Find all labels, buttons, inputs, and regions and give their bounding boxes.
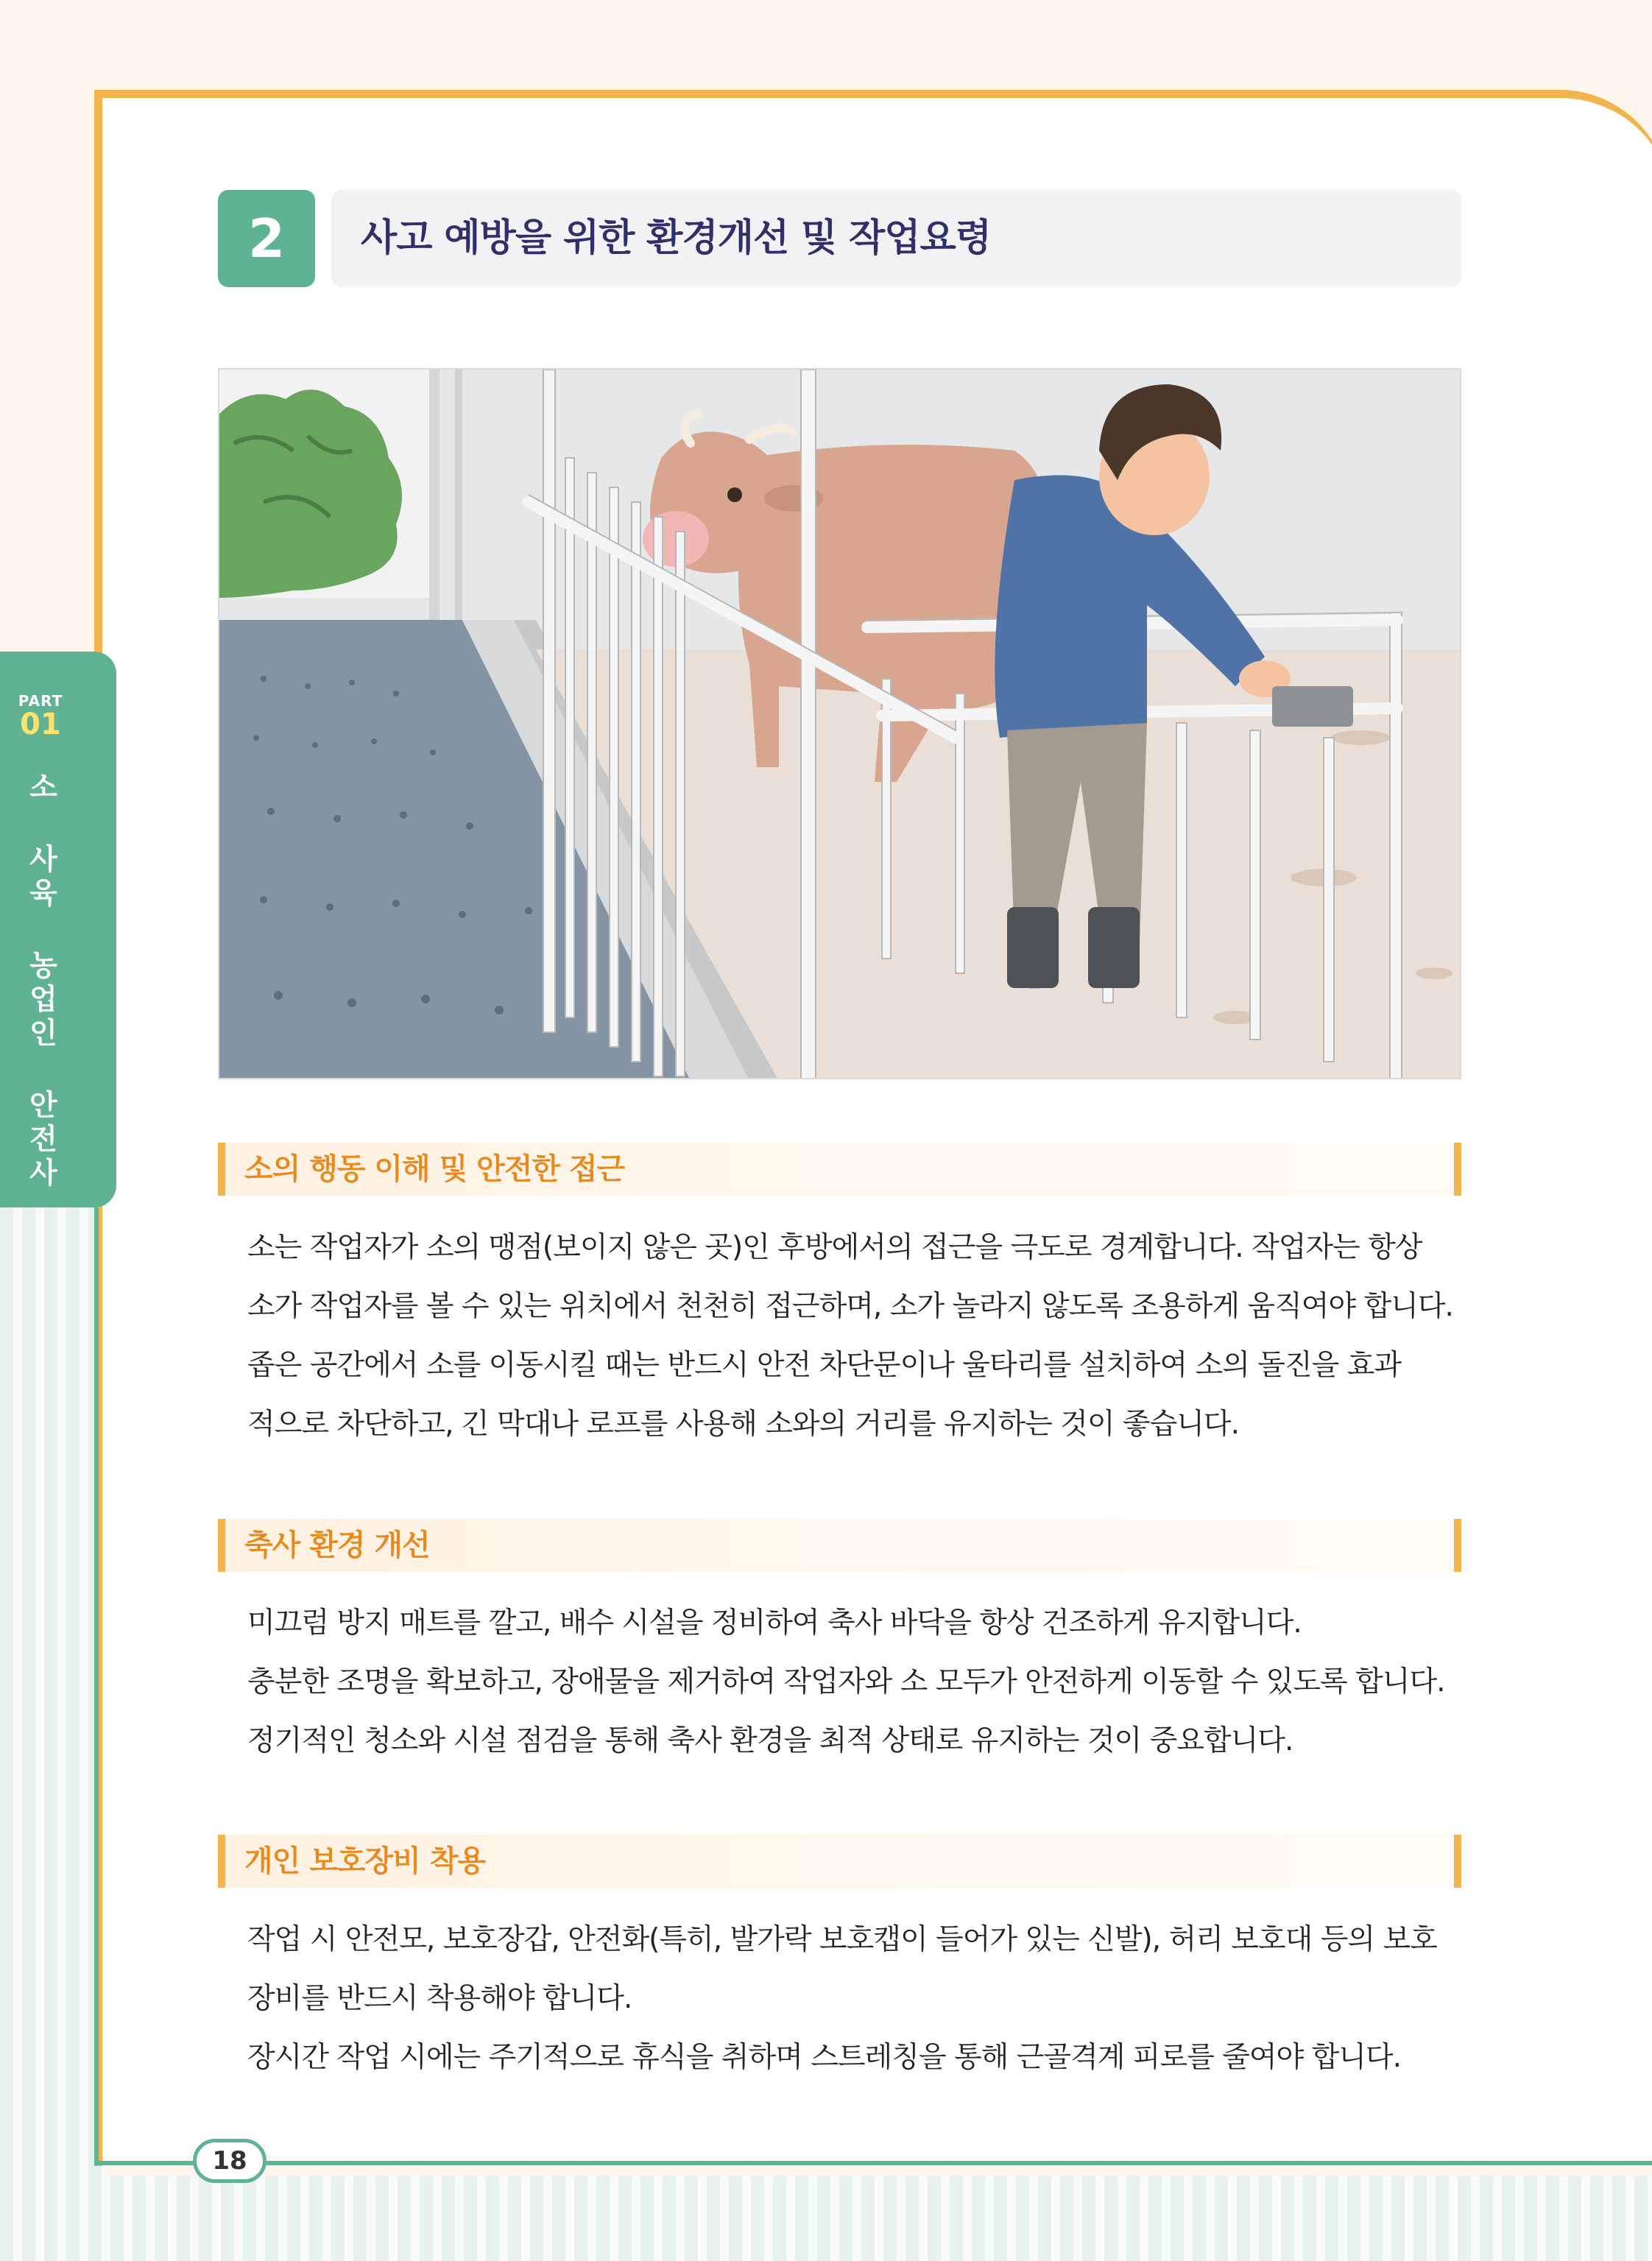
part-title: 소 사육 농업인 안전사 bbox=[24, 771, 57, 1191]
text-line: 좁은 공간에서 소를 이동시킬 때는 반드시 안전 차단문이나 울타리를 설치하여 소의 돌진을 효과 bbox=[247, 1349, 1402, 1382]
paragraph-behavior bbox=[247, 1218, 1455, 1454]
subsection-heading-label: 축사 환경 개선 bbox=[244, 1528, 430, 1562]
heading-bar-left bbox=[218, 1835, 225, 1888]
part-number: 01 bbox=[20, 708, 61, 741]
text-line: 미끄럼 방지 매트를 깔고, 배수 시설을 정비하여 축사 바닥을 항상 건조하게 유지합니다. bbox=[247, 1606, 1302, 1640]
paragraph-environment bbox=[247, 1594, 1455, 1771]
part-label: PART bbox=[18, 692, 63, 710]
subsection-heading-label: 개인 보호장비 착용 bbox=[244, 1844, 485, 1878]
heading-bar-right bbox=[1454, 1519, 1461, 1572]
text-line: 장시간 작업 시에는 주기적으로 휴식을 취하며 스트레칭을 통해 근골격계 피로를 줄여야 합니다. bbox=[247, 2041, 1402, 2074]
heading-bar-right bbox=[1454, 1143, 1461, 1196]
bottom-stripe-decoration bbox=[0, 2176, 1652, 2261]
page-bottom-border bbox=[94, 2161, 1652, 2165]
paragraph-ppe bbox=[247, 1911, 1455, 2087]
text-line: 장비를 반드시 착용해야 합니다. bbox=[247, 1982, 632, 2015]
page-number: 18 bbox=[193, 2139, 266, 2183]
text-line: 소가 작업자를 볼 수 있는 위치에서 천천히 접근하며, 소가 놀라지 않도록 조용하게 움직여야 합니다. bbox=[247, 1290, 1453, 1323]
heading-bar-left bbox=[218, 1143, 225, 1196]
heading-bar-right bbox=[1454, 1835, 1461, 1888]
left-stripe-decoration bbox=[0, 1193, 103, 2261]
page-border-green bbox=[94, 1207, 99, 2165]
text-line: 정기적인 청소와 시설 점검을 통해 축사 환경을 최적 상태로 유지하는 것이 중요합니다. bbox=[247, 1724, 1293, 1757]
subsection-heading-behavior bbox=[218, 1143, 1461, 1196]
subsection-heading-label: 소의 행동 이해 및 안전한 접근 bbox=[244, 1152, 625, 1186]
section-number: 2 bbox=[218, 190, 315, 287]
cattle-barn-worker-illustration bbox=[218, 368, 1461, 1079]
section-title-box bbox=[331, 190, 1461, 287]
text-line: 작업 시 안전모, 보호장갑, 안전화(특히, 발가락 보호캡이 들어가 있는 신발), 허리 보호대 등의 보호 bbox=[247, 1923, 1437, 1956]
text-line: 적으로 차단하고, 긴 막대나 로프를 사용해 소와의 거리를 유지하는 것이 좋습니다. bbox=[247, 1408, 1240, 1441]
heading-bar-left bbox=[218, 1519, 225, 1572]
section-title: 사고 예방을 위한 환경개선 및 작업요령 bbox=[361, 216, 992, 260]
text-line: 충분한 조명을 확보하고, 장애물을 제거하여 작업자와 소 모두가 안전하게 이동할 수 있도록 합니다. bbox=[247, 1665, 1445, 1699]
text-line: 소는 작업자가 소의 맹점(보이지 않은 곳)인 후방에서의 접근을 극도로 경계합니다. 작업자는 항상 bbox=[247, 1231, 1422, 1264]
subsection-heading-ppe bbox=[218, 1835, 1461, 1888]
subsection-heading-environment bbox=[218, 1519, 1461, 1572]
part-side-tab bbox=[0, 652, 116, 1207]
